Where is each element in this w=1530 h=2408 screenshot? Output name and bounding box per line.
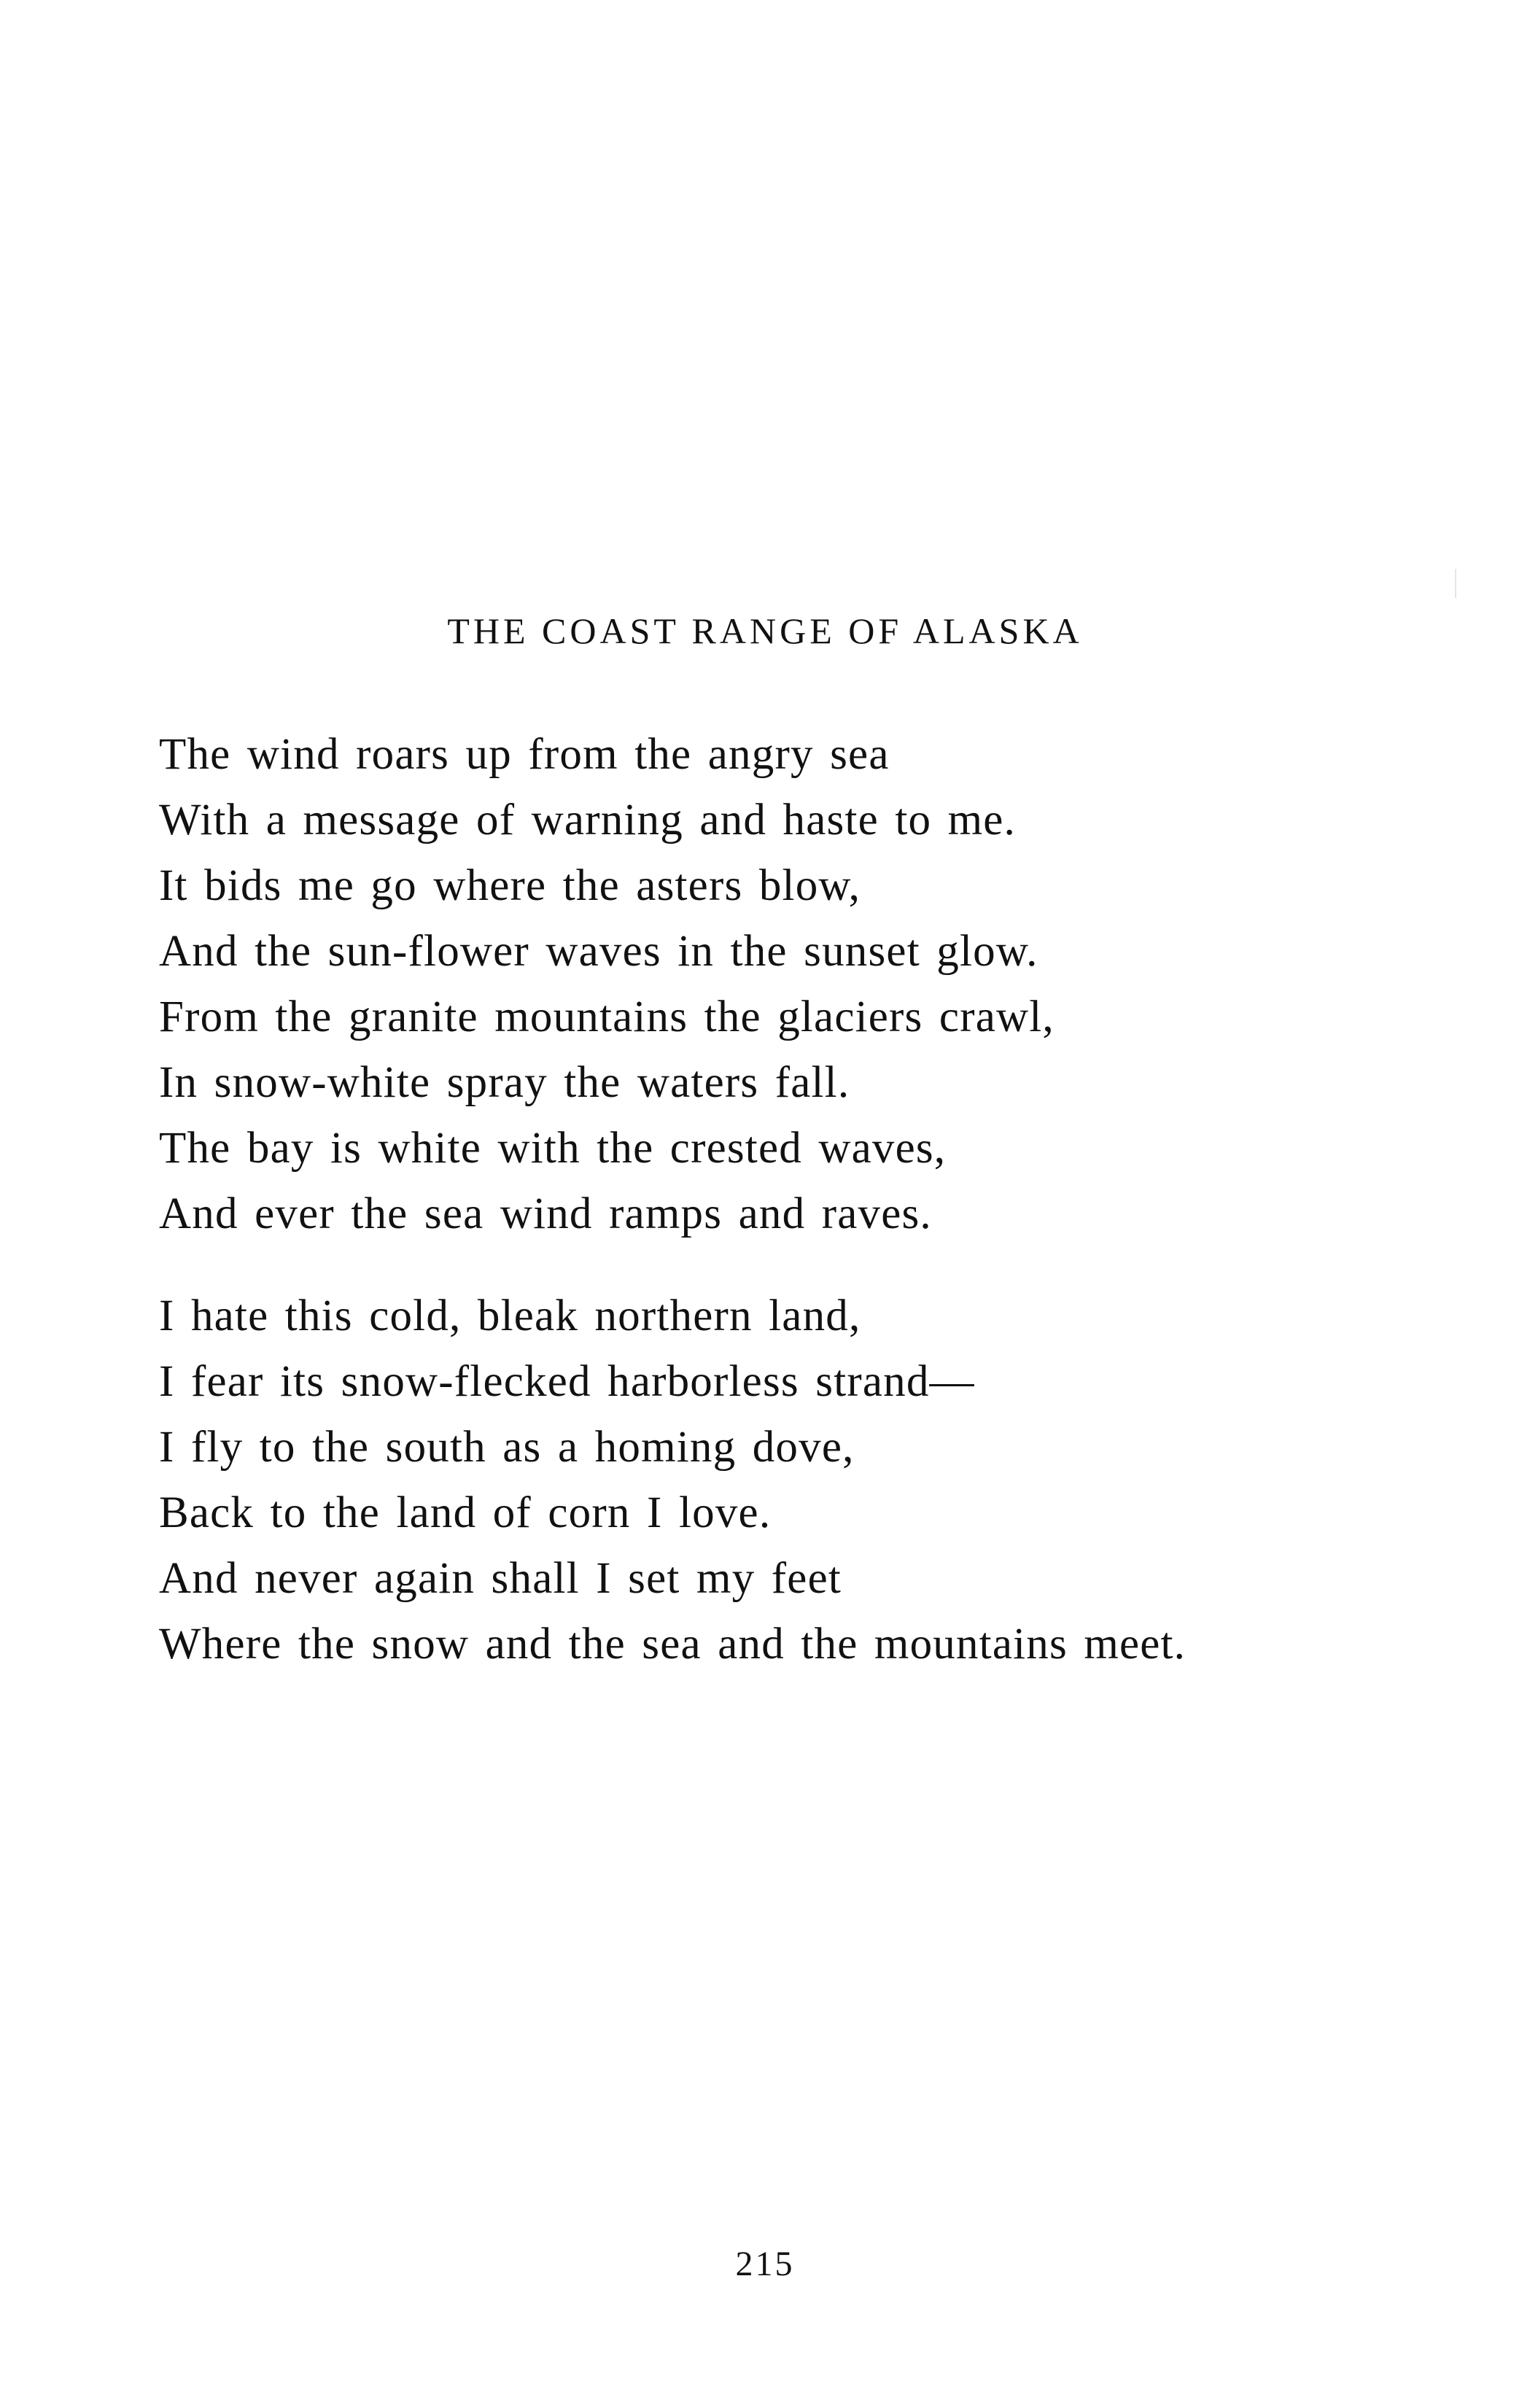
poem-line: And never again shall I set my feet — [159, 1554, 842, 1603]
poem-line: The bay is white with the crested waves, — [159, 1124, 947, 1173]
poem-line: The wind roars up from the angry sea — [159, 730, 890, 779]
page-number: 215 — [735, 2245, 795, 2283]
poem-line: With a message of warning and haste to me. — [159, 796, 1016, 844]
page-edge-mark — [1455, 569, 1456, 598]
stanza-1 — [159, 722, 1055, 1247]
poem-line: And the sun-flower waves in the sunset glow. — [159, 927, 1038, 976]
poem-line: I fear its snow-flecked harborless strand— — [159, 1357, 975, 1406]
poem-title: THE COAST RANGE OF ALASKA — [447, 610, 1083, 651]
poem-line: Where the snow and the sea and the mountains meet. — [159, 1620, 1187, 1669]
poem-line: Back to the land of corn I love. — [159, 1488, 772, 1537]
poem-line: In snow-white spray the waters fall. — [159, 1058, 850, 1107]
stanza-2 — [159, 1283, 1186, 1677]
poem-line: It bids me go where the asters blow, — [159, 861, 861, 910]
poem-line: I fly to the south as a homing dove, — [159, 1423, 855, 1472]
poem-line: From the granite mountains the glaciers crawl, — [159, 993, 1055, 1041]
poem-line: And ever the sea wind ramps and raves. — [159, 1189, 932, 1238]
poem-line: I hate this cold, bleak northern land, — [159, 1292, 861, 1340]
